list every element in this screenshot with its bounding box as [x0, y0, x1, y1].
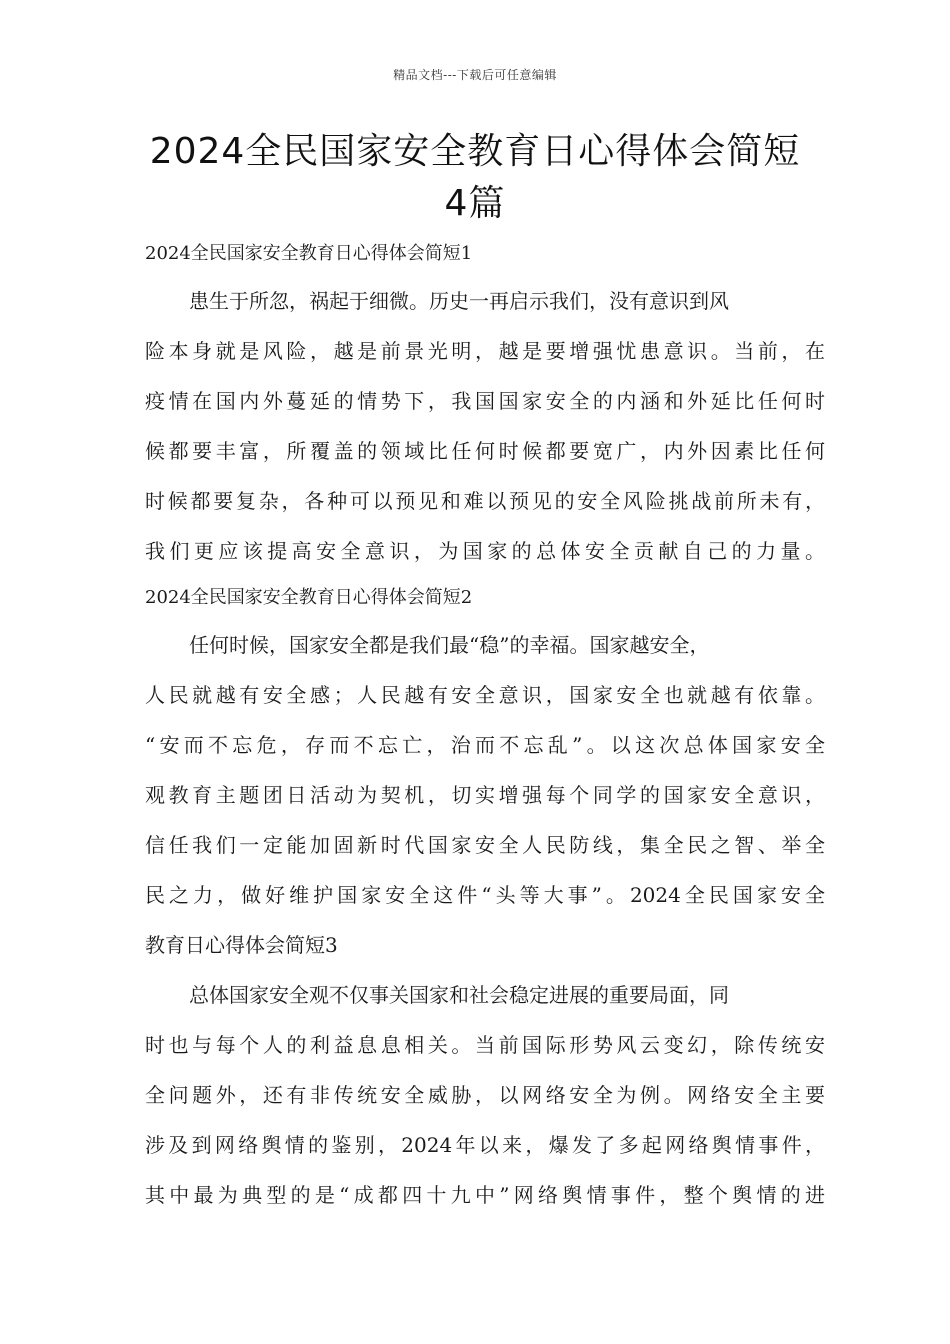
- section-heading: 2024全民国家安全教育日心得体会简短2: [145, 587, 473, 608]
- text-line: 人民就越有安全感；人民越有安全意识，国家安全也就越有依靠。: [145, 683, 825, 707]
- page-title: [60, 126, 890, 230]
- title-line-1: 2024全民国家安全教育日心得体会简短: [149, 131, 801, 172]
- text-line: 疫情在国内外蔓延的情势下，我国国家安全的内涵和外延比任何时: [145, 389, 825, 413]
- text-line: 时候都要复杂，各种可以预见和难以预见的安全风险挑战前所未有，: [145, 489, 825, 513]
- text-line: 任何时候，国家安全都是我们最“稳”的幸福。国家越安全，: [189, 633, 710, 657]
- text-line: “安而不忘危，存而不忘亡，治而不忘乱”。以这次总体国家安全: [145, 733, 825, 757]
- document-body: [145, 232, 825, 1220]
- text-line: 信任我们一定能加固新时代国家安全人民防线，集全民之智、举全: [145, 833, 825, 857]
- section-heading: 2024全民国家安全教育日心得体会简短1: [145, 243, 473, 264]
- text-line: 教育日心得体会简短3: [145, 933, 338, 957]
- text-line: 时也与每个人的利益息息相关。当前国际形势风云变幻，除传统安: [145, 1033, 825, 1057]
- header-note: 精品文档---下载后可任意编辑: [393, 68, 557, 82]
- text-line: 候都要丰富，所覆盖的领域比任何时候都要宽广，内外因素比任何: [145, 439, 825, 463]
- text-line: 涉及到网络舆情的鉴别，2024年以来，爆发了多起网络舆情事件，: [145, 1133, 825, 1157]
- text-line: 患生于所忽，祸起于细微。历史一再启示我们，没有意识到风: [189, 289, 729, 313]
- text-line: 观教育主题团日活动为契机，切实增强每个同学的国家安全意识，: [145, 783, 825, 807]
- text-line: 总体国家安全观不仅事关国家和社会稳定进展的重要局面，同: [189, 983, 729, 1007]
- text-line: 民之力，做好维护国家安全这件“头等大事”。2024全民国家安全: [145, 883, 825, 907]
- text-line: 我们更应该提高安全意识，为国家的总体安全贡献自己的力量。: [145, 539, 825, 563]
- text-line: 其中最为典型的是“成都四十九中”网络舆情事件，整个舆情的进: [145, 1183, 825, 1207]
- text-line: 全问题外，还有非传统安全威胁，以网络安全为例。网络安全主要: [145, 1083, 825, 1107]
- text-line: 险本身就是风险，越是前景光明，越是要增强忧患意识。当前，在: [145, 339, 825, 363]
- title-line-2: 4篇: [444, 183, 506, 224]
